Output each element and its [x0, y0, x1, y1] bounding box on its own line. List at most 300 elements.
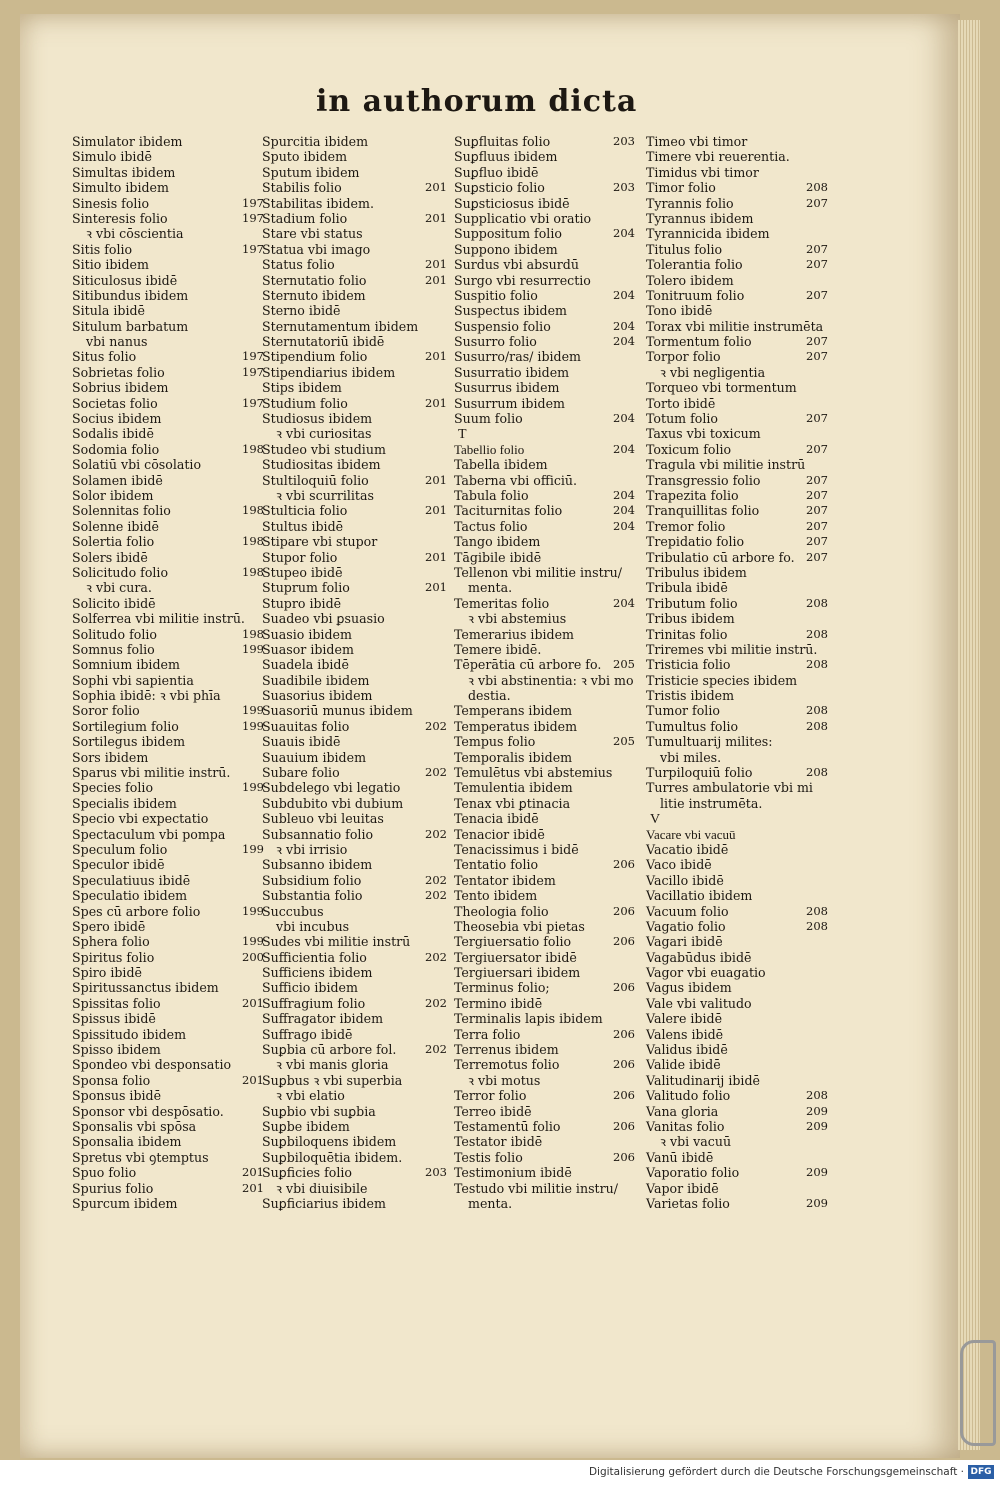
entry-term: Torpor folio: [646, 349, 721, 365]
index-entry: [262, 488, 462, 503]
index-entry: [262, 1150, 462, 1165]
folio-number: 201: [425, 180, 447, 195]
index-entry: [454, 473, 654, 488]
index-entry: [262, 596, 462, 611]
entry-term: Stabilitas ibidem.: [262, 195, 374, 211]
index-entry: [262, 842, 462, 857]
index-entry: [72, 627, 272, 642]
index-entry: [646, 873, 846, 888]
index-entry: [646, 273, 846, 288]
index-entry: [646, 904, 846, 919]
entry-term: Suꝑbio vbi suꝑbia: [262, 1103, 376, 1119]
index-entry: [646, 688, 846, 703]
entry-term: Soror folio: [72, 703, 140, 719]
entry-term: ꝛ vbi abstemius: [468, 611, 567, 627]
index-entry: [262, 1119, 462, 1134]
folio-number: 207: [806, 534, 828, 549]
folio-number: 204: [613, 518, 635, 533]
index-entry: [454, 980, 654, 995]
index-entry: [454, 703, 654, 718]
index-entry: [262, 196, 462, 211]
index-entry: [454, 1088, 654, 1103]
index-entry: [646, 442, 846, 457]
index-entry: [646, 411, 846, 426]
entry-term: Sternuto ibidem: [262, 287, 366, 303]
entry-term: Subdelego vbi legatio: [262, 780, 401, 796]
entry-term: Spretus vbi ꝯtemptus: [72, 1149, 209, 1165]
folio-number: 202: [425, 765, 447, 780]
entry-term: ꝛ vbi abstinentia: ꝛ vbi mo: [468, 672, 634, 688]
entry-term: Susurro folio: [454, 334, 537, 350]
folio-number: 201: [242, 1180, 264, 1195]
entry-term: Susurrus ibidem: [454, 380, 560, 396]
index-entry: [72, 565, 272, 580]
entry-term: Stultus ibidē: [262, 518, 344, 534]
entry-term: Sterno ibidē: [262, 303, 341, 319]
folio-number: 206: [613, 1088, 635, 1103]
index-entry: [646, 1104, 846, 1119]
entry-term: Supplicatio vbi oratio: [454, 210, 592, 226]
entry-term: Trapezita folio: [646, 487, 739, 503]
entry-term: Sponsus ibidē: [72, 1088, 162, 1104]
entry-term: Suꝑsticio folio: [454, 180, 545, 196]
folio-number: 207: [806, 195, 828, 210]
index-entry: [72, 596, 272, 611]
entry-term: Speculatio ibidem: [72, 888, 188, 904]
entry-term: Vagus ibidem: [646, 980, 732, 996]
entry-term: T: [458, 427, 467, 443]
index-entry: [262, 442, 462, 457]
entry-term: Taxus vbi toxicum: [646, 426, 761, 442]
entry-term: Sobrietas folio: [72, 364, 165, 380]
entry-term: Sitis folio: [72, 241, 133, 257]
index-entry: [454, 226, 654, 241]
index-entry: [72, 765, 272, 780]
entry-term: Totum folio: [646, 411, 719, 427]
entry-term: Suꝑbiloquētia ibidem.: [262, 1149, 403, 1165]
index-entry: [646, 796, 846, 811]
entry-term: Solennitas folio: [72, 503, 171, 519]
folio-number: 207: [806, 287, 828, 302]
index-entry: [646, 1057, 846, 1072]
entry-term: Speculor ibidē: [72, 857, 165, 873]
entry-term: Sors ibidem: [72, 749, 149, 765]
entry-term: Sufficiens ibidem: [262, 965, 373, 981]
index-entry: [262, 134, 462, 149]
entry-term: Subleuo vbi leuitas: [262, 811, 384, 827]
folio-number: 198: [242, 503, 264, 518]
index-entry: [262, 257, 462, 272]
index-entry: [454, 149, 654, 164]
folio-number: 204: [613, 334, 635, 349]
folio-number: 201: [425, 349, 447, 364]
entry-term: Tabellio folio: [454, 441, 525, 457]
entry-term: Temporalis ibidem: [454, 749, 573, 765]
folio-number: 201: [425, 395, 447, 410]
entry-term: vbi miles.: [660, 749, 722, 765]
entry-term: Termino ibidē: [454, 995, 543, 1011]
entry-term: Vana gloria: [646, 1103, 719, 1119]
page-edges: [958, 20, 980, 1450]
index-entry: [454, 411, 654, 426]
folio-number: 204: [613, 287, 635, 302]
folio-number: 201: [242, 995, 264, 1010]
folio-number: 206: [613, 1057, 635, 1072]
entry-term: Valitudo folio: [646, 1088, 731, 1104]
entry-term: Suffragium folio: [262, 995, 366, 1011]
entry-term: Suꝑsticiosus ibidē: [454, 195, 570, 211]
entry-term: Transgressio folio: [646, 472, 761, 488]
entry-term: Timidus vbi timor: [646, 164, 759, 180]
entry-term: Sinteresis folio: [72, 210, 168, 226]
folio-number: 202: [425, 1042, 447, 1057]
entry-term: ꝛ vbi motus: [468, 1072, 541, 1088]
index-entry: [72, 950, 272, 965]
entry-term: Substantia folio: [262, 888, 363, 904]
index-entry: [262, 1011, 462, 1026]
index-entry: [646, 165, 846, 180]
folio-number: 206: [613, 857, 635, 872]
index-entry: [454, 873, 654, 888]
entry-term: Susurratio ibidem: [454, 364, 570, 380]
index-entry: [454, 242, 654, 257]
index-entry: [262, 349, 462, 364]
entry-term: Tribulus ibidem: [646, 564, 747, 580]
entry-term: Vaco ibidē: [646, 857, 712, 873]
index-entry: [72, 1088, 272, 1103]
entry-term: Sobrius ibidem: [72, 380, 169, 396]
folio-number: 207: [806, 487, 828, 502]
entry-term: Surdus vbi absurdū: [454, 257, 579, 273]
index-entry: [646, 534, 846, 549]
index-entry: [646, 550, 846, 565]
folio-number: 206: [613, 1026, 635, 1041]
entry-term: Tenacissimus i bidē: [454, 841, 579, 857]
index-entry: [646, 349, 846, 364]
index-entry: [454, 349, 654, 364]
index-entry: [454, 396, 654, 411]
index-entry: [72, 934, 272, 949]
entry-term: Titulus folio: [646, 241, 723, 257]
entry-term: Valitudinarij ibidē: [646, 1072, 760, 1088]
folio-number: 197: [242, 241, 264, 256]
folio-number: 198: [242, 626, 264, 641]
folio-number: 204: [613, 487, 635, 502]
index-entry: [646, 149, 846, 164]
index-entry: [72, 242, 272, 257]
index-entry: [454, 488, 654, 503]
entry-term: Stupor folio: [262, 549, 338, 565]
entry-term: Vagatio folio: [646, 918, 726, 934]
entry-term: Somnus folio: [72, 641, 155, 657]
index-entry: [646, 965, 846, 980]
entry-term: ꝛ vbi vacuū: [660, 1134, 732, 1150]
folio-number: 202: [425, 995, 447, 1010]
index-entry: [72, 873, 272, 888]
entry-term: Suspectus ibidem: [454, 303, 567, 319]
entry-term: Temeritas folio: [454, 595, 550, 611]
entry-term: Tāgibile ibidē: [454, 549, 542, 565]
folio-number: 201: [425, 272, 447, 287]
index-entry: [72, 888, 272, 903]
index-entry: [262, 1104, 462, 1119]
entry-term: Suasor ibidem: [262, 641, 354, 657]
entry-term: ꝛ vbi manis gloria: [276, 1057, 389, 1073]
index-entry: [262, 396, 462, 411]
index-entry: [646, 950, 846, 965]
entry-term: Temulentia ibidem: [454, 780, 573, 796]
folio-number: 207: [806, 472, 828, 487]
index-entry: [646, 134, 846, 149]
entry-term: Subare folio: [262, 765, 340, 781]
entry-term: Tyrannicida ibidem: [646, 226, 770, 242]
index-entry: [262, 365, 462, 380]
index-entry: [646, 303, 846, 318]
entry-term: Valide ibidē: [646, 1057, 721, 1073]
entry-term: Validus ibidē: [646, 1042, 728, 1058]
index-entry: [454, 180, 654, 195]
entry-term: Suꝑfluitas folio: [454, 134, 551, 149]
index-entry: [454, 196, 654, 211]
index-entry: [454, 1073, 654, 1088]
index-entry: [454, 827, 654, 842]
folio-number: 199: [242, 903, 264, 918]
index-entry: [646, 750, 846, 765]
entry-term: Testamentū folio: [454, 1119, 561, 1134]
folio-number: 208: [806, 918, 828, 933]
dfg-logo: DFG: [968, 1465, 994, 1479]
index-entry: [72, 503, 272, 518]
entry-term: Spondeo vbi desponsatio: [72, 1057, 232, 1073]
entry-term: Sternutatio folio: [262, 272, 367, 288]
index-entry: [72, 319, 272, 334]
index-entry: [454, 565, 654, 580]
section-letter: [646, 811, 846, 826]
entry-term: Suum folio: [454, 411, 523, 427]
index-entry: [72, 780, 272, 795]
index-entry: [72, 1134, 272, 1149]
folio-number: 200: [242, 949, 264, 964]
folio-number: 206: [613, 903, 635, 918]
index-entry: [72, 211, 272, 226]
folio-number: 204: [613, 441, 635, 456]
entry-term: ꝛ vbi scurrilitas: [276, 487, 374, 503]
entry-term: Vacare vbi vacuū: [646, 826, 736, 842]
entry-term: Surgo vbi resurrectio: [454, 272, 591, 288]
index-entry: [646, 857, 846, 872]
entry-term: Tergiuersator ibidē: [454, 949, 577, 965]
index-entry: [646, 1134, 846, 1149]
index-entry: [72, 396, 272, 411]
entry-term: Socius ibidem: [72, 411, 162, 427]
entry-term: Taberna vbi officiū.: [454, 472, 578, 488]
index-column-2: [262, 134, 462, 1211]
index-entry: [72, 334, 272, 349]
folio-number: 198: [242, 534, 264, 549]
index-entry: [262, 827, 462, 842]
entry-term: Spissitas folio: [72, 995, 161, 1011]
index-entry: [262, 550, 462, 565]
index-entry: [646, 1150, 846, 1165]
entry-term: Suppositum folio: [454, 226, 562, 242]
index-entry: [646, 396, 846, 411]
entry-term: Stadium folio: [262, 210, 348, 226]
entry-term: Tono ibidē: [646, 303, 713, 319]
index-entry: [646, 1165, 846, 1180]
entry-term: Spero ibidē: [72, 918, 146, 934]
index-entry: [454, 134, 654, 149]
folio-number: 197: [242, 395, 264, 410]
entry-term: Torqueo vbi tormentum: [646, 380, 797, 396]
index-entry: [646, 842, 846, 857]
index-entry: [72, 980, 272, 995]
index-entry: [262, 380, 462, 395]
entry-term: litie instrumēta.: [660, 795, 763, 811]
index-entry: [454, 657, 654, 672]
folio-number: 207: [806, 411, 828, 426]
footer-bar: [0, 1460, 1000, 1487]
index-entry: [646, 827, 846, 842]
entry-term: Spurcum ibidem: [72, 1195, 178, 1211]
index-entry: [72, 1119, 272, 1134]
index-entry: [646, 1181, 846, 1196]
entry-term: Subsidium folio: [262, 872, 362, 888]
entry-term: Situla ibidē: [72, 303, 145, 319]
index-entry: [262, 873, 462, 888]
folio-number: 205: [613, 734, 635, 749]
entry-term: Trepidatio folio: [646, 534, 745, 550]
index-entry: [72, 842, 272, 857]
entry-term: Stipendiarius ibidem: [262, 364, 396, 380]
folio-number: 197: [242, 210, 264, 225]
entry-term: Temerarius ibidem: [454, 626, 574, 642]
index-entry: [646, 257, 846, 272]
folio-number: 206: [613, 1149, 635, 1164]
folio-number: 202: [425, 872, 447, 887]
index-entry: [262, 996, 462, 1011]
folio-number: 207: [806, 503, 828, 518]
folio-number: 201: [242, 1165, 264, 1180]
folio-number: 209: [806, 1103, 828, 1118]
index-entry: [646, 642, 846, 657]
index-entry: [454, 334, 654, 349]
index-entry: [262, 796, 462, 811]
folio-number: 199: [242, 934, 264, 949]
index-entry: [72, 642, 272, 657]
index-entry: [454, 580, 654, 595]
entry-term: ꝛ vbi curiositas: [276, 426, 372, 442]
entry-term: Situlum barbatum: [72, 318, 189, 334]
index-entry: [262, 719, 462, 734]
index-entry: [454, 642, 654, 657]
index-entry: [646, 1027, 846, 1042]
index-entry: [454, 1134, 654, 1149]
index-entry: [646, 334, 846, 349]
index-entry: [72, 1042, 272, 1057]
index-entry: [262, 857, 462, 872]
index-entry: [646, 288, 846, 303]
entry-term: Speculum folio: [72, 841, 168, 857]
folio-number: 209: [806, 1119, 828, 1133]
scan-clip: [960, 1340, 996, 1446]
entry-term: Tergiuersatio folio: [454, 934, 572, 950]
folio-number: 203: [613, 134, 635, 148]
folio-number: 208: [806, 765, 828, 780]
entry-term: Sufficio ibidem: [262, 980, 358, 996]
entry-term: Statua vbi imago: [262, 241, 371, 257]
entry-term: Suauis ibidē: [262, 734, 341, 750]
entry-term: Tumultuarij milites:: [646, 734, 773, 750]
entry-term: destia.: [468, 688, 511, 704]
index-entry: [454, 303, 654, 318]
entry-term: Spuo folio: [72, 1165, 137, 1181]
index-entry: [646, 365, 846, 380]
index-entry: [262, 673, 462, 688]
index-entry: [454, 811, 654, 826]
index-entry: [72, 534, 272, 549]
footer-credit: Digitalisierung gefördert durch die Deutsche Forschungsgemeinschaft ·: [588, 1466, 964, 1478]
entry-term: ꝛ vbi elatio: [276, 1088, 345, 1104]
index-entry: [262, 780, 462, 795]
index-entry: [646, 473, 846, 488]
folio-number: 198: [242, 564, 264, 579]
index-entry: [262, 165, 462, 180]
index-entry: [72, 1073, 272, 1088]
index-entry: [646, 226, 846, 241]
index-entry: [454, 550, 654, 565]
index-entry: [262, 519, 462, 534]
entry-term: Vale vbi valitudo: [646, 995, 752, 1011]
index-entry: [72, 550, 272, 565]
entry-term: Valere ibidē: [646, 1011, 723, 1027]
entry-term: Sodomia folio: [72, 441, 160, 457]
entry-term: Sophi vbi sapientia: [72, 672, 194, 688]
index-entry: [454, 1150, 654, 1165]
index-column-1: [72, 134, 272, 1211]
entry-term: Suꝑbus ꝛ vbi superbia: [262, 1072, 403, 1088]
index-entry: [262, 319, 462, 334]
index-entry: [454, 365, 654, 380]
entry-term: Sophia ibidē: ꝛ vbi phīa: [72, 688, 221, 704]
entry-term: Tolerantia folio: [646, 257, 743, 273]
folio-number: 208: [806, 903, 828, 918]
index-entry: [72, 1104, 272, 1119]
entry-term: Suꝑfluo ibidē: [454, 164, 539, 180]
index-entry: [454, 673, 654, 688]
index-entry: [454, 1165, 654, 1180]
entry-term: Tribula ibidē: [646, 580, 728, 596]
entry-term: Stipendium folio: [262, 349, 368, 365]
entry-term: Vanū ibidē: [646, 1149, 714, 1165]
index-entry: [646, 319, 846, 334]
folio-number: 201: [425, 549, 447, 564]
entry-term: Tergiuersari ibidem: [454, 965, 581, 981]
entry-term: Testis folio: [454, 1149, 523, 1165]
entry-term: Timere vbi reuerentia.: [646, 149, 790, 165]
index-entry: [646, 611, 846, 626]
entry-term: Tyrannis folio: [646, 195, 734, 211]
index-entry: [454, 888, 654, 903]
index-entry: [262, 765, 462, 780]
index-entry: [646, 1042, 846, 1057]
entry-term: Suꝑfluus ibidem: [454, 149, 558, 165]
folio-number: 197: [242, 349, 264, 364]
entry-term: Spiro ibidē: [72, 965, 142, 981]
index-entry: [72, 165, 272, 180]
entry-term: Tumor folio: [646, 703, 720, 719]
index-entry: [72, 1165, 272, 1180]
entry-term: Terminus folio;: [454, 980, 550, 996]
